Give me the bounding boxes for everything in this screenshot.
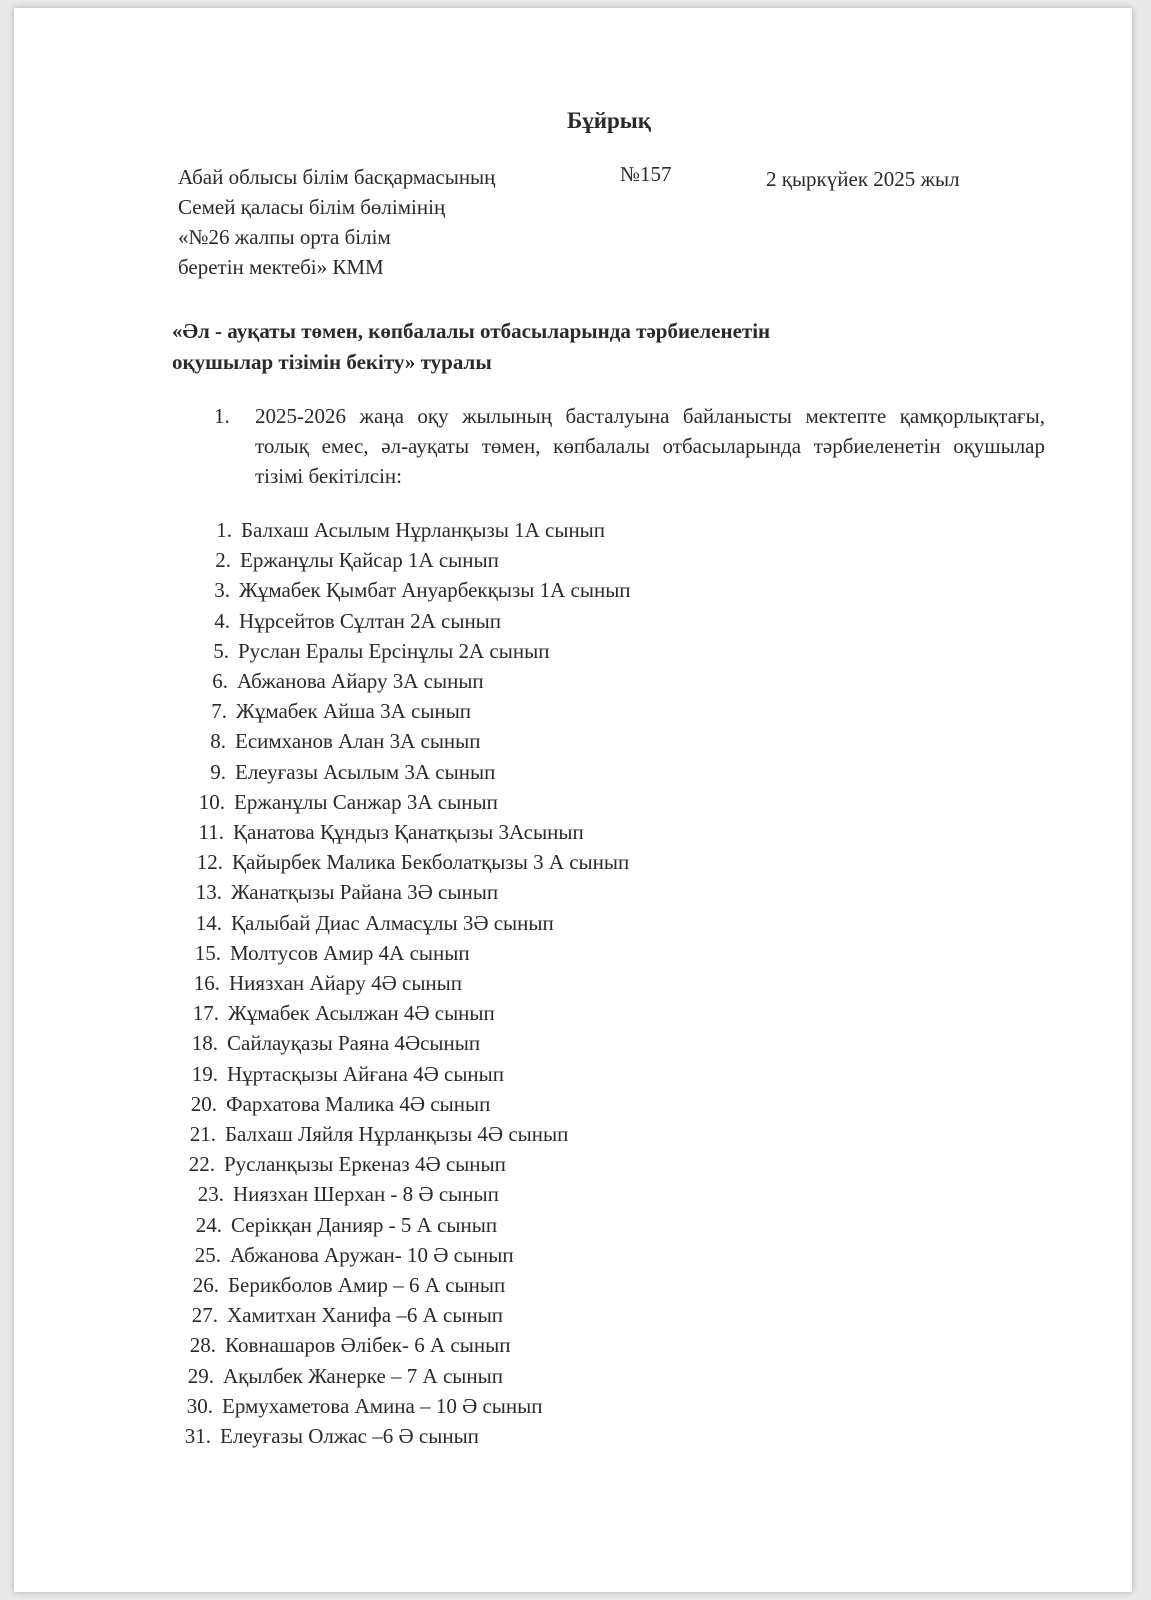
student-list-item	[190, 971, 462, 1001]
student-entry: Молтусов Амир 4А сынып	[230, 941, 470, 965]
student-number: 17.	[192, 1001, 219, 1025]
student-entry: Елеуғазы Асылым 3А сынып	[235, 760, 496, 784]
student-list-item	[185, 1152, 506, 1182]
student-list-item	[189, 1001, 495, 1031]
student-entry: Ниязхан Айару 4Ә сынып	[229, 971, 463, 995]
student-list-item	[189, 1273, 505, 1303]
student-number: 30.	[186, 1394, 213, 1418]
student-list-item	[201, 548, 499, 578]
student-entry: Есимханов Алан 3А сынып	[235, 729, 481, 753]
order-subject	[172, 316, 770, 378]
student-entry: Ақылбек Жанерке – 7 А сынып	[223, 1364, 503, 1388]
student-number: 11.	[198, 820, 224, 844]
organization-line: «№26 жалпы орта білім	[178, 225, 391, 249]
student-number: 20.	[190, 1092, 217, 1116]
student-entry: Ниязхан Шерхан - 8 Ә сынып	[233, 1182, 499, 1206]
student-list-item	[198, 669, 484, 699]
student-list-item	[188, 1031, 480, 1061]
student-number: 6.	[212, 669, 228, 693]
student-entry: Нұртасқызы Айғана 4Ә сынып	[227, 1062, 505, 1086]
student-list-item	[194, 820, 584, 850]
student-entry: Жұмабек Айша 3А сынып	[236, 699, 472, 723]
student-entry: Фархатова Малика 4Ә сынып	[226, 1092, 491, 1116]
student-number: 19.	[191, 1062, 218, 1086]
student-list-item	[196, 760, 495, 790]
student-list-item	[200, 578, 631, 608]
student-list-item	[183, 1394, 543, 1424]
student-entry: Руслан Ералы Ерсінұлы 2А сынып	[238, 639, 550, 663]
student-number: 3.	[214, 578, 230, 602]
student-number: 4.	[214, 609, 230, 633]
document-page	[14, 8, 1132, 1592]
student-number: 10.	[198, 790, 225, 814]
student-entry: Русланқызы Еркеназ 4Ә сынып	[224, 1152, 506, 1176]
subject-line: «Әл - ауқаты төмен, көпбалалы отбасыларында тәрбиеленетін	[172, 319, 771, 343]
student-list-item	[194, 1182, 499, 1212]
student-number: 26.	[192, 1273, 219, 1297]
student-list-item	[188, 1062, 504, 1092]
student-list-item	[192, 1213, 497, 1243]
student-number: 31.	[184, 1424, 211, 1448]
student-number: 2.	[215, 548, 231, 572]
clause-text: 2025-2026 жаңа оқу жылының басталуына байланысты мектепте қамқорлықтағы, толық емес, әл-ауқаты төмен, көпбалалы отбасыларында тәрбиеленетін оқушылар тізімі бекітілсін:	[255, 404, 1045, 488]
student-list-item	[187, 1092, 490, 1122]
student-entry: Қалыбай Диас Алмасұлы 3Ә сынып	[231, 911, 554, 935]
student-list-item	[196, 729, 481, 759]
student-list-item	[202, 518, 605, 548]
student-number: 13.	[195, 880, 222, 904]
student-entry: Қанатова Құндыз Қанатқызы 3Асынып	[233, 820, 584, 844]
student-entry: Жұмабек Қымбат Ануарбекқызы 1А сынып	[239, 578, 631, 602]
clause-number: 1.	[214, 404, 230, 428]
student-list-item	[186, 1333, 510, 1363]
order-date: 2 қыркүйек 2025 жыл	[766, 167, 960, 191]
document-title: Бұйрық	[567, 108, 651, 133]
student-list-item	[186, 1122, 568, 1152]
student-number: 24.	[195, 1213, 222, 1237]
order-number: №157	[620, 162, 672, 186]
student-entry: Нұрсейтов Сұлтан 2А сынып	[239, 609, 502, 633]
student-number: 21.	[189, 1122, 216, 1146]
student-entry: Балхаш Асылым Нұрланқызы 1А сынып	[241, 518, 606, 542]
student-list-item	[195, 790, 498, 820]
student-number: 15.	[194, 941, 221, 965]
student-number: 29.	[187, 1364, 214, 1388]
student-number: 12.	[196, 850, 223, 874]
student-list-item	[191, 1243, 514, 1273]
student-entry: Серікқан Данияр - 5 А сынып	[231, 1213, 498, 1237]
organization-line: Семей қаласы білім бөлімінің	[178, 195, 446, 219]
organization-line: Абай облысы білім басқармасының	[178, 165, 496, 189]
student-entry: Ермухаметова Амина – 10 Ә сынып	[222, 1394, 543, 1418]
subject-line: оқушылар тізімін бекіту» туралы	[172, 350, 492, 374]
student-list-item	[199, 639, 549, 669]
student-entry: Жанатқызы Райана 3Ә сынып	[231, 880, 499, 904]
student-number: 22.	[188, 1152, 215, 1176]
student-number: 8.	[210, 729, 226, 753]
student-list-item	[197, 699, 471, 729]
student-number: 14.	[195, 911, 222, 935]
student-list-item	[191, 941, 470, 971]
student-entry: Абжанова Аружан- 10 Ә сынып	[230, 1243, 514, 1267]
student-entry: Абжанова Айару 3А сынып	[237, 669, 484, 693]
student-number: 18.	[191, 1031, 218, 1055]
student-entry: Жұмабек Асылжан 4Ә сынып	[228, 1001, 495, 1025]
student-entry: Сайлауқазы Раяна 4Әсынып	[227, 1031, 481, 1055]
organization-block	[178, 162, 495, 282]
student-number: 28.	[189, 1333, 216, 1357]
student-number: 25.	[194, 1243, 221, 1267]
student-entry: Балхаш Ляйля Нұрланқызы 4Ә сынып	[225, 1122, 569, 1146]
student-list-item	[193, 850, 629, 880]
student-number: 7.	[211, 699, 227, 723]
student-number: 1.	[216, 518, 232, 542]
student-list-item	[184, 1364, 503, 1394]
student-number: 5.	[213, 639, 229, 663]
organization-line: беретін мектебі» КММ	[178, 255, 384, 279]
student-list-item	[200, 609, 501, 639]
student-list-item	[192, 911, 554, 941]
student-list-item	[181, 1424, 479, 1454]
student-entry: Қайырбек Малика Бекболатқызы 3 А сынып	[232, 850, 630, 874]
student-number: 16.	[193, 971, 220, 995]
student-list-item	[188, 1303, 503, 1333]
student-entry: Елеуғазы Олжас –6 Ә сынып	[220, 1424, 479, 1448]
student-entry: Ковнашаров Әлібек- 6 А сынып	[225, 1333, 511, 1357]
student-entry: Ержанұлы Қайсар 1А сынып	[240, 548, 499, 572]
student-entry: Берикболов Амир – 6 А сынып	[228, 1273, 506, 1297]
student-number: 27.	[191, 1303, 218, 1327]
student-number: 9.	[210, 760, 226, 784]
student-entry: Ержанұлы Санжар 3А сынып	[234, 790, 498, 814]
student-number: 23.	[197, 1182, 224, 1206]
student-entry: Хамитхан Ханифа –6 А сынып	[227, 1303, 504, 1327]
student-list-item	[192, 880, 498, 910]
